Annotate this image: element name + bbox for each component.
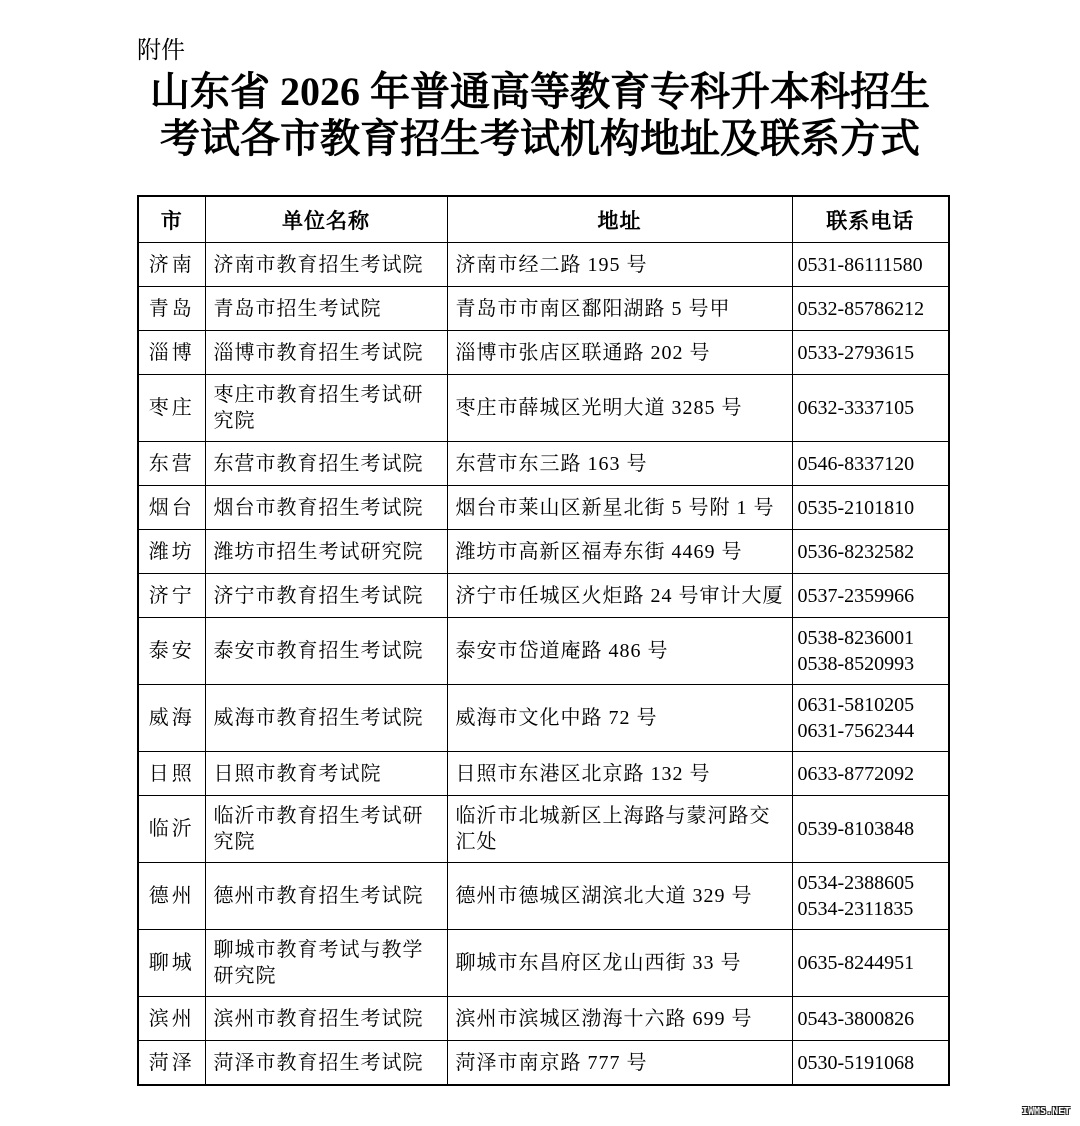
- phone-line: 0546-8337120: [797, 452, 915, 475]
- page-title-line1: 山东省 2026 年普通高等教育专科升本科招生: [150, 69, 930, 114]
- city-cell: 泰安: [138, 618, 205, 685]
- city-cell: 潍坊: [138, 530, 205, 574]
- city-cell: 聊城: [138, 930, 205, 997]
- phone-line: 0543-3800826: [797, 1007, 915, 1030]
- header-address: 地址: [447, 196, 792, 243]
- phone-line: 0534-2311835: [797, 898, 914, 920]
- address-cell: 东营市东三路 163 号: [447, 442, 792, 486]
- address-cell: 潍坊市高新区福寿东街 4469 号: [447, 530, 792, 574]
- attachment-label: 附件: [137, 37, 185, 64]
- phone-line: 0532-85786212: [797, 297, 925, 320]
- address-cell: 济宁市任城区火炬路 24 号审计大厦: [447, 574, 792, 618]
- phone-line: 0539-8103848: [797, 818, 915, 840]
- city-cell: 枣庄: [138, 375, 205, 442]
- address-cell: 滨州市滨城区渤海十六路 699 号: [447, 997, 792, 1041]
- table-row: [138, 331, 949, 375]
- city-cell: 烟台: [138, 486, 205, 530]
- phone-line: 0631-7562344: [797, 720, 915, 742]
- address-cell: 烟台市莱山区新星北街 5 号附 1 号: [447, 486, 792, 530]
- unit-cell: 东营市教育招生考试院: [205, 442, 447, 486]
- city-cell: 日照: [138, 752, 205, 796]
- table-row: [138, 618, 949, 685]
- table-row: [138, 796, 949, 863]
- address-cell: 威海市文化中路 72 号: [447, 685, 792, 752]
- unit-cell: 临沂市教育招生考试研究院: [205, 796, 447, 863]
- table-row: [138, 486, 949, 530]
- phone-line: 0538-8520993: [797, 653, 915, 675]
- phone-line: 0535-2101810: [797, 496, 915, 519]
- table-row: [138, 287, 949, 331]
- address-cell: 菏泽市南京路 777 号: [447, 1041, 792, 1086]
- phone-line: 0534-2388605: [797, 872, 915, 894]
- phone-cell: [792, 930, 949, 997]
- table-row: [138, 863, 949, 930]
- unit-cell: 威海市教育招生考试院: [205, 685, 447, 752]
- phone-cell: [792, 243, 949, 287]
- watermark: IWMS.NET: [1022, 1106, 1071, 1117]
- city-cell: 临沂: [138, 796, 205, 863]
- phone-line: 0536-8232582: [797, 540, 915, 563]
- city-cell: 东营: [138, 442, 205, 486]
- header-city: 市: [138, 196, 205, 243]
- unit-cell: 潍坊市招生考试研究院: [205, 530, 447, 574]
- city-cell: 济南: [138, 243, 205, 287]
- phone-line: 0631-5810205: [797, 694, 915, 716]
- unit-cell: 烟台市教育招生考试院: [205, 486, 447, 530]
- page-title-line2: 考试各市教育招生考试机构地址及联系方式: [160, 116, 920, 161]
- table-header-row: [138, 196, 949, 243]
- address-cell: 枣庄市薛城区光明大道 3285 号: [447, 375, 792, 442]
- phone-cell: [792, 796, 949, 863]
- table-row: [138, 375, 949, 442]
- unit-cell: 聊城市教育考试与教学研究院: [205, 930, 447, 997]
- table-row: [138, 752, 949, 796]
- table-row: [138, 442, 949, 486]
- address-cell: 聊城市东昌府区龙山西街 33 号: [447, 930, 792, 997]
- table-row: [138, 243, 949, 287]
- phone-cell: [792, 574, 949, 618]
- phone-line: 0538-8236001: [797, 627, 915, 649]
- table-row: [138, 574, 949, 618]
- table-row: [138, 1041, 949, 1086]
- phone-cell: [792, 486, 949, 530]
- city-cell: 淄博: [138, 331, 205, 375]
- phone-cell: [792, 442, 949, 486]
- address-cell: 淄博市张店区联通路 202 号: [447, 331, 792, 375]
- phone-cell: [792, 997, 949, 1041]
- phone-line: 0531-86111580: [797, 253, 923, 276]
- unit-cell: 青岛市招生考试院: [205, 287, 447, 331]
- city-cell: 威海: [138, 685, 205, 752]
- phone-cell: [792, 375, 949, 442]
- table-body: [138, 243, 949, 1086]
- phone-line: 0530-5191068: [797, 1051, 915, 1074]
- city-cell: 济宁: [138, 574, 205, 618]
- address-cell: 日照市东港区北京路 132 号: [447, 752, 792, 796]
- city-cell: 德州: [138, 863, 205, 930]
- table-row: [138, 997, 949, 1041]
- table-row: [138, 530, 949, 574]
- table-row: [138, 930, 949, 997]
- phone-line: 0635-8244951: [797, 952, 915, 974]
- contact-table: [137, 195, 950, 1086]
- unit-cell: 济宁市教育招生考试院: [205, 574, 447, 618]
- phone-cell: [792, 618, 949, 685]
- address-cell: 泰安市岱道庵路 486 号: [447, 618, 792, 685]
- page-title: [100, 68, 980, 162]
- phone-cell: [792, 863, 949, 930]
- address-cell: 青岛市市南区鄱阳湖路 5 号甲: [447, 287, 792, 331]
- phone-line: 0633-8772092: [797, 762, 915, 785]
- header-phone: 联系电话: [792, 196, 949, 243]
- address-cell: 临沂市北城新区上海路与蒙河路交汇处: [447, 796, 792, 863]
- phone-cell: [792, 1041, 949, 1086]
- unit-cell: 枣庄市教育招生考试研究院: [205, 375, 447, 442]
- unit-cell: 济南市教育招生考试院: [205, 243, 447, 287]
- city-cell: 菏泽: [138, 1041, 205, 1086]
- table-row: [138, 685, 949, 752]
- phone-cell: [792, 685, 949, 752]
- city-cell: 青岛: [138, 287, 205, 331]
- unit-cell: 菏泽市教育招生考试院: [205, 1041, 447, 1086]
- table-header: [138, 196, 949, 243]
- phone-line: 0537-2359966: [797, 584, 915, 607]
- unit-cell: 日照市教育考试院: [205, 752, 447, 796]
- unit-cell: 德州市教育招生考试院: [205, 863, 447, 930]
- header-unit: 单位名称: [205, 196, 447, 243]
- phone-line: 0533-2793615: [797, 341, 915, 364]
- address-cell: 德州市德城区湖滨北大道 329 号: [447, 863, 792, 930]
- phone-cell: [792, 530, 949, 574]
- unit-cell: 滨州市教育招生考试院: [205, 997, 447, 1041]
- phone-cell: [792, 287, 949, 331]
- unit-cell: 淄博市教育招生考试院: [205, 331, 447, 375]
- address-cell: 济南市经二路 195 号: [447, 243, 792, 287]
- phone-cell: [792, 331, 949, 375]
- unit-cell: 泰安市教育招生考试院: [205, 618, 447, 685]
- phone-line: 0632-3337105: [797, 397, 915, 419]
- city-cell: 滨州: [138, 997, 205, 1041]
- phone-cell: [792, 752, 949, 796]
